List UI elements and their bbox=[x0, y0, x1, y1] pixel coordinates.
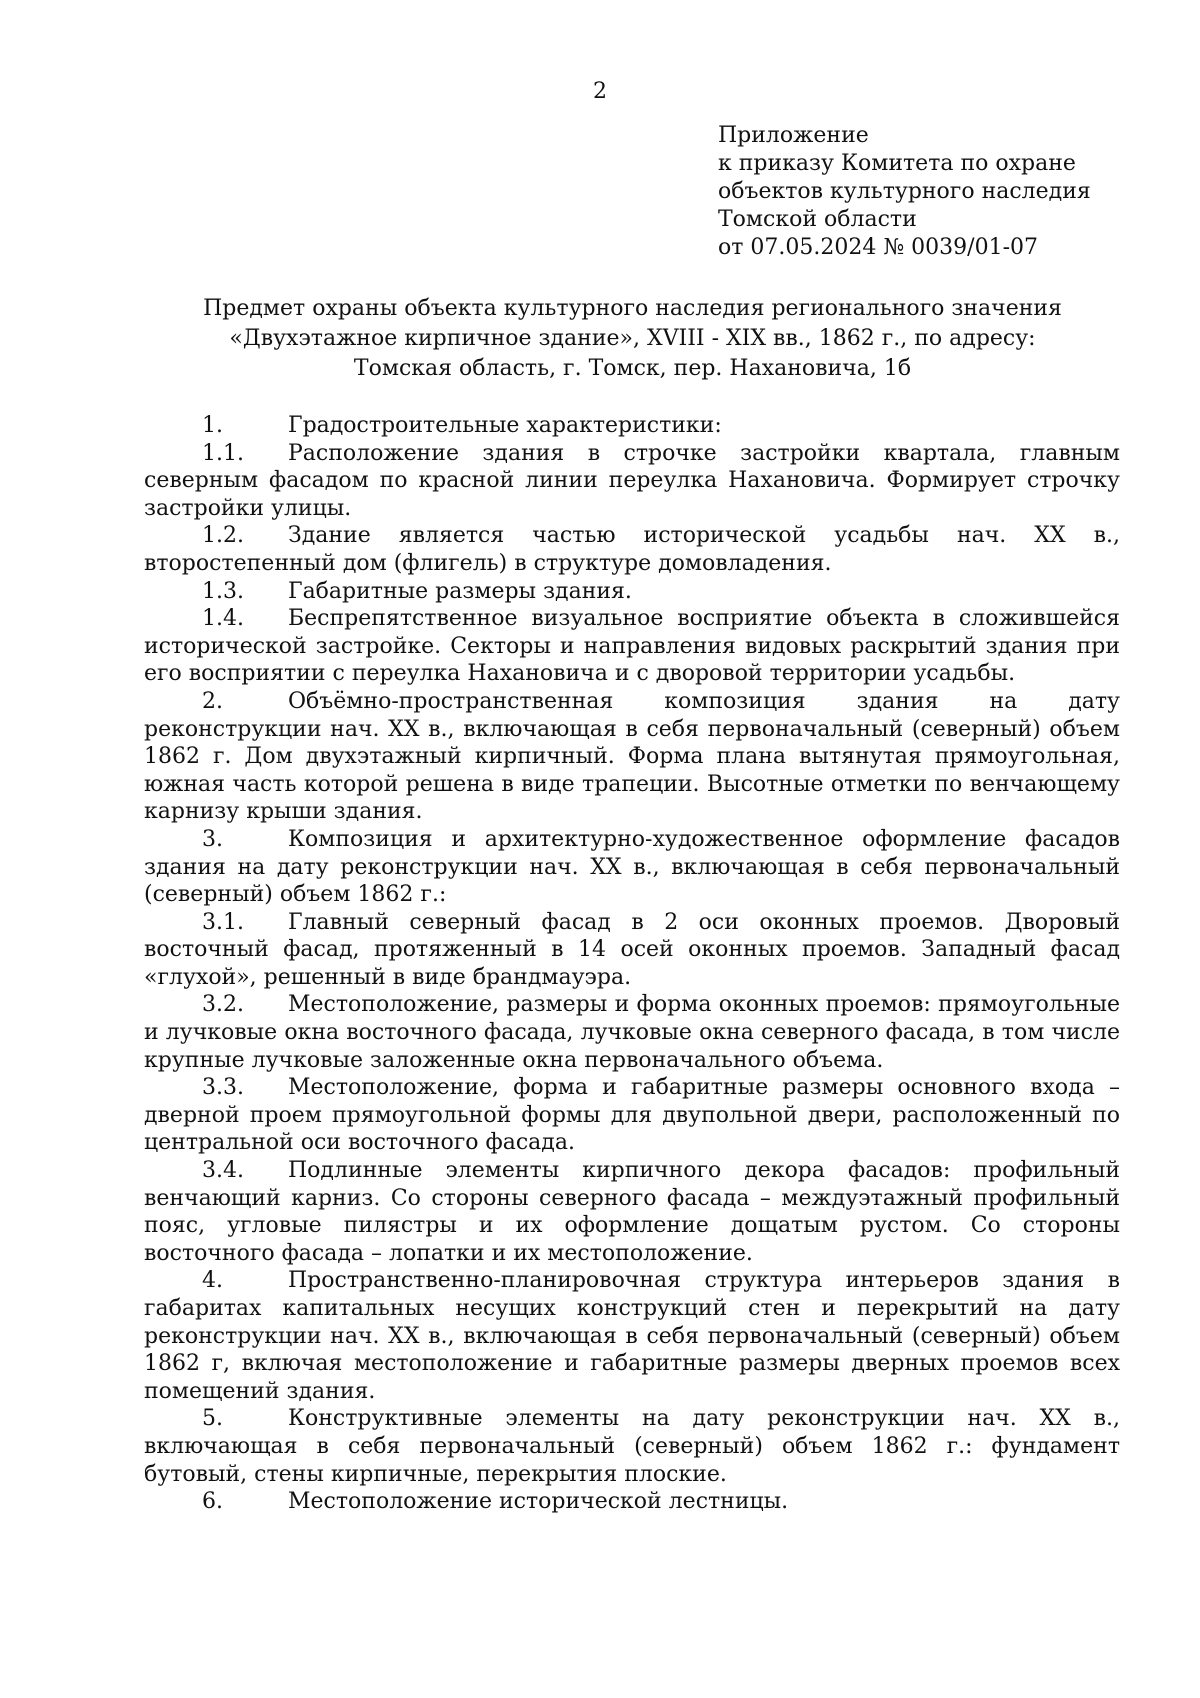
list-item bbox=[144, 412, 1120, 440]
item-text: Главный северный фасад в 2 оси оконных проемов. Дворовый восточный фасад, протяженный в 14 осей оконных проемов. Западный фасад «глухой», решенный в виде брандмауэра. bbox=[144, 909, 1120, 990]
title-line: Предмет охраны объекта культурного наследия регионального значения bbox=[203, 296, 1062, 321]
item-text: Местоположение, размеры и форма оконных проемов: прямоугольные и лучковые окна восточного фасада, лучковые окна северного фасада, в том числе крупные лучковые заложенные окна первоначального объема. bbox=[144, 992, 1120, 1073]
item-number: 1. bbox=[202, 413, 223, 438]
appendix-line: от 07.05.2024 № 0039/01-07 bbox=[718, 235, 1038, 260]
appendix-line: к приказу Комитета по охране bbox=[718, 151, 1076, 176]
protection-items-list bbox=[144, 412, 1120, 1516]
item-text: Композиция и архитектурно-художественное оформление фасадов здания на дату реконструкции нач. XX в., включающая в себя первоначальный (северный) объем 1862 г.: bbox=[144, 826, 1120, 908]
item-text: Расположение здания в строчке застройки квартала, главным северным фасадом по красной линии переулка Нахановича. Формирует строчку застройки улицы. bbox=[144, 440, 1120, 521]
item-text: Местоположение исторической лестницы. bbox=[288, 1489, 789, 1515]
list-item bbox=[144, 688, 1120, 826]
list-item bbox=[144, 826, 1120, 909]
document-title bbox=[0, 294, 1200, 384]
list-item bbox=[144, 578, 1120, 606]
list-item bbox=[144, 991, 1120, 1074]
item-text: Местоположение, форма и габаритные размеры основного входа – дверной проем прямоугольной формы для двупольной двери, расположенный по центральной оси восточного фасада. bbox=[144, 1075, 1120, 1156]
list-item bbox=[144, 522, 1120, 577]
list-item bbox=[144, 1157, 1120, 1267]
item-number: 3.4. bbox=[202, 1158, 244, 1184]
item-text: Подлинные элементы кирпичного декора фасадов: профильный венчающий карниз. Со стороны северного фасада – междуэтажный профильный пояс, угловые пилястры и их оформление дощатым рустом. Со стороны восточного фасада – лопатки и их местоположение. bbox=[144, 1158, 1120, 1266]
list-item bbox=[144, 1267, 1120, 1405]
title-line: «Двухэтажное кирпичное здание», XVIII - XIX вв., 1862 г., по адресу: bbox=[229, 326, 1036, 351]
title-line: Томская область, г. Томск, пер. Нахановича, 1б bbox=[353, 356, 912, 381]
item-number: 1.1. bbox=[202, 440, 244, 466]
list-item bbox=[144, 1074, 1120, 1157]
item-text: Пространственно-планировочная структура интерьеров здания в габаритах капитальных несущих конструкций стен и перекрытий на дату реконструкции нач. XX в., включающая в себя первоначальный (северный) объем 1862 г, включая местоположение и габаритные размеры дверных проемов всех помещений здания. bbox=[144, 1268, 1120, 1404]
list-item bbox=[144, 440, 1120, 523]
item-number: 1.3. bbox=[202, 578, 244, 604]
item-number: 5. bbox=[202, 1406, 223, 1432]
list-item bbox=[144, 605, 1120, 688]
page-number: 2 bbox=[593, 79, 607, 104]
item-text: Беспрепятственное визуальное восприятие объекта в сложившейся исторической застройке. Секторы и направления видовых раскрытий здания при его восприятии с переулка Нахановича и с дворовой территории усадьбы. bbox=[144, 606, 1120, 687]
item-text: Здание является частью исторической усадьбы нач. XX в., второстепенный дом (флигель) в структуре домовладения. bbox=[144, 523, 1120, 576]
item-number: 1.4. bbox=[202, 606, 244, 632]
item-number: 1.2. bbox=[202, 523, 244, 549]
item-number: 6. bbox=[202, 1489, 223, 1515]
appendix-line: объектов культурного наследия bbox=[718, 179, 1091, 204]
list-item bbox=[144, 909, 1120, 992]
item-text: Габаритные размеры здания. bbox=[288, 578, 632, 604]
item-number: 3.2. bbox=[202, 992, 244, 1018]
item-number: 3.3. bbox=[202, 1075, 244, 1101]
item-number: 3.1. bbox=[202, 909, 244, 935]
item-text: Конструктивные элементы на дату реконструкции нач. XX в., включающая в себя первоначальный (северный) объем 1862 г.: фундамент бутовый, стены кирпичные, перекрытия плоские. bbox=[144, 1406, 1120, 1487]
appendix-header bbox=[718, 122, 1091, 262]
appendix-line: Томской области bbox=[718, 207, 917, 232]
list-item bbox=[144, 1488, 1120, 1516]
list-item bbox=[144, 1405, 1120, 1488]
item-number: 3. bbox=[202, 826, 223, 852]
item-number: 4. bbox=[202, 1268, 223, 1294]
item-number: 2. bbox=[202, 688, 223, 714]
item-text: Объёмно-пространственная композиция здания на дату реконструкции нач. XX в., включающая в себя первоначальный (северный) объем 1862 г. Дом двухэтажный кирпичный. Форма плана вытянутая прямоугольная, южная часть которой решена в виде трапеции. Высотные отметки по венчающему карнизу крыши здания. bbox=[144, 688, 1120, 825]
item-text: Градостроительные характеристики: bbox=[288, 413, 722, 438]
appendix-line: Приложение bbox=[718, 123, 869, 148]
